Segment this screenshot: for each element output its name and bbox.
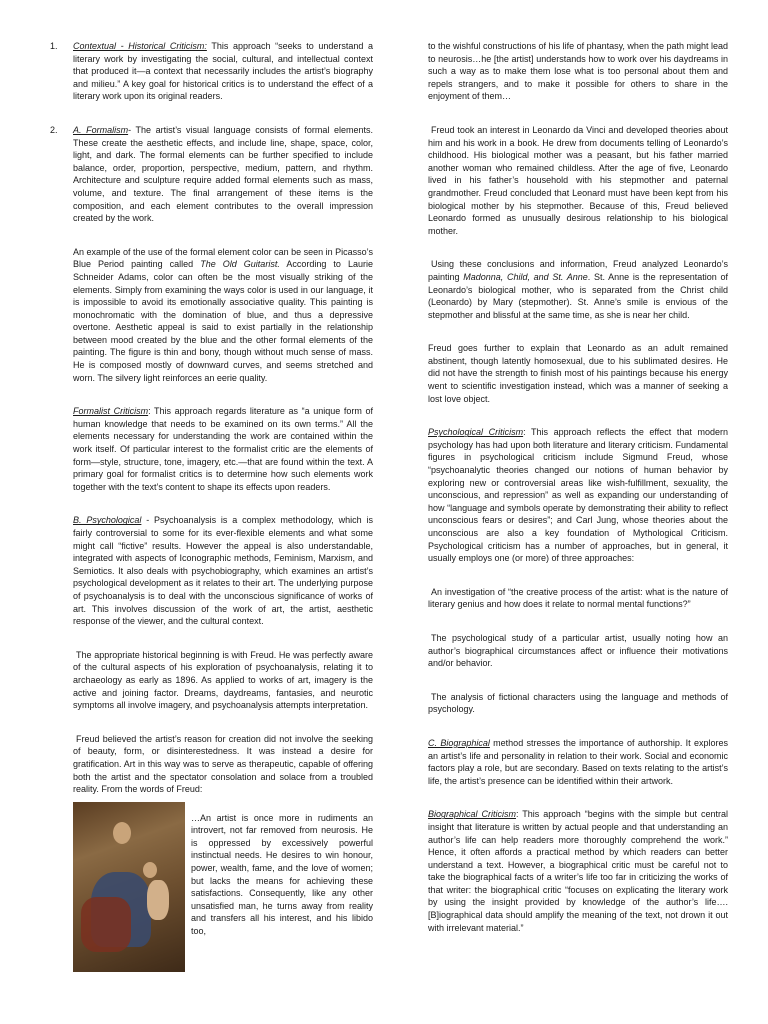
text: : This approach “begins with the simple but central insight that literature is written by actual people and that understanding an author’s life can help readers more thoroughly comprehend the work.” Hence, it often affords a practical method by which readers can better understand a text. However, a biographical critic must be careful not to take the biographical facts of a writer’s life too far in criticizing the works of that writer: the biographical critic “focuses on explicating the literary work by using the insight provided by knowledge of the author’s life…. [B]iographical data should amplify the meaning of the text, not drown it out with irrelevant material.” [428, 809, 728, 933]
text: According to Laurie Schneider Adams, color can often be the most visually striking of the elements. Simply from examining the ways color is used in our language, it is impossible to avoid its emotionally associative quality. This painting is monochromatic with the domination of blue, and thus a depressive overtone. Aesthetic appeal is said to exist partially in the relationship between mood created by the blue and the other formal elements of the painting. The figure is thin and bony, though without much sense of mass. He is composed mostly of downward curves, and seems stretched and worn. The silvery light reinforces an eerie quality. [73, 259, 373, 383]
heading-contextual: Contextual - Historical Criticism: [73, 41, 207, 51]
text: Using these conclusions and information, Freud analyzed Leonardo’s painting [428, 259, 728, 282]
text: - The artist’s visual language consists of formal elements. These create the aesthetic effects, and include line, shape, space, color, light, and dark. The formal elements can be further specified to include balance, order, proportion, perspective, medium, pattern, and rhythm. Architecture and sculpture require added formal elements such as mass, volume, and texture. The final arrangement of these items is the composition, and each element contributes to the overall impression created by the work. [73, 124, 373, 224]
text: . St. Anne is the representation of Leonardo’s biological mother, who is separated from the Christ child (Leonardo) by Mary (stepmother). St. Anne’s smile is envious of the stepmother and blissful at the same time, as she is near her child. [428, 271, 729, 320]
approach-one: An investigation of “the creative process of the artist: what is the nature of literary genius and how does it relate to normal mental functions?” [428, 586, 728, 610]
paragraph-conclusions [428, 258, 728, 321]
heading-biographical: C. Biographical [428, 737, 490, 748]
madonna-painting-image [73, 802, 185, 972]
paragraph-freud-beginning: The appropriate historical beginning is with Freud. He was perfectly aware of the cultural aspects of his exploration of psychoanalysis, relating it to archaeology as early as 1896. As applied to works of art, imagery is the active and joining factor. Dreams, daydreams, fantasies, and neurotic symptoms all involve imagery, and psychoanalysis attempts interpretation. [73, 649, 373, 711]
heading-psychological: B. Psychological [73, 515, 142, 526]
item-formalism [50, 124, 373, 225]
item-number: 1. [50, 41, 58, 51]
heading-biographical-criticism: Biographical Criticism [428, 809, 516, 820]
paragraph-freud-believed: Freud believed the artist’s reason for creation did not involve the seeking of beauty, form, or disinterestedness. It was instead a desire for gratification. Art in this way was to serve as therapeutic, capable of offering both the artist and the spectator consolation and solace from a troubled reality. From the words of Freud: [73, 733, 373, 795]
text: : This approach regards literature as “a unique form of human knowledge that needs to be examined on its own terms.” All the elements necessary for understanding the work are contained within the work itself. Of particular interest to the formalist critic are the elements of form—style, structure, tone, imagery, etc.—that are found within the text. A primary goal for formalist critics is to determine how such elements work together with the text’s content to shape its effects upon readers. [73, 406, 373, 492]
figure-with-quote [73, 802, 373, 972]
right-column [428, 40, 728, 955]
left-column [50, 40, 374, 972]
text: An example of the use of the formal element color can be seen in Picasso’s Blue Period painting called [73, 246, 374, 270]
painting-title: Madonna, Child, and St. Anne [463, 271, 588, 282]
text: : This approach reflects the effect that modern psychology has had upon both literature and literary criticism. Fundamental figures in psychological criticism include Sigmund Freud, whose “psychoanalytic theories changed our notions of human behavior by exploring new or controversial areas like wish-fulfillment, sexuality, the unconscious, and repression” as well as expanding our understanding of how “language and symbols operate by demonstrating their ability to reflect unconscious fears or desires”; and Carl Jung, whose theories about the unconscious are also a key foundation of Mythological Criticism. Psychological criticism has a number of approaches, but in general, it usually employs one (or more) of three approaches: [428, 427, 728, 564]
paragraph-psychological-criticism [428, 426, 728, 565]
paragraph-example [73, 246, 373, 385]
text: - Psychoanalysis is a complex methodology, which is fairly controversial to some for its ever-flexible elements and what some might call “fictive” results. However the appeal is also understandable, integrated with aspects of Iconographic methods, Feminism, Marxism, and Semiotics. It also deals with psychobiography, which examines an artist’s psychological development as it relates to their art. The underlying purpose of psychoanalysis is to deal with the unconscious significance of works of art. This involves discussion of the work of art, the artist, aesthetic response of the viewer, and the cultural context. [73, 515, 373, 627]
item-number: 2. [50, 124, 58, 135]
freud-quote: …An artist is once more in rudiments an introvert, not far removed from neurosis. He is oppressed by excessively powerful instinctual needs. He desires to win honour, power, wealth, fame, and the love of women; but lacks the means for achieving these satisfactions. Consequently, like any other unsatisfied man, he turns away from reality and transfers all his interest, and his libido too, [191, 812, 373, 937]
paragraph-formalist-criticism [73, 405, 373, 493]
paragraph-further: Freud goes further to explain that Leonardo as an adult remained abstinent, though latently homosexual, due to his sublimated desires. He did not have the strength to finish most of his paintings because his energy went to scientific investigation instead, which was a manner of seeking a lost love object. [428, 343, 728, 404]
heading-formalism: A. Formalism [73, 124, 129, 135]
painting-title: The Old Guitarist. [200, 259, 280, 270]
paragraph-biographical [428, 737, 728, 787]
text: method stresses the importance of authorship. It explores an artist’s life and personality in relation to their work. Social and economic factors play a role, but are secondary. Based on texts relating to the artist’s life, the artist’s presence can be identified within their artwork. [428, 737, 729, 786]
paragraph-biographical-criticism [428, 808, 728, 934]
heading-psychological-criticism: Psychological Criticism [428, 427, 524, 438]
heading-formalist-criticism: Formalist Criticism [73, 406, 149, 417]
paragraph-leonardo: Freud took an interest in Leonardo da Vinci and developed theories about him and his work in a book. He drew from documents telling of Leonardo’s childhood. His biological mother was a peasant, but his father married another woman who remained childless. After the age of five, Leonardo lived in his father’s household with his stepmother and paternal grandmother. Freud concluded that Leonard must have been kept from his biological mother by his stepmother. Because of this, Freud believed Leonardo formed as unusually desirous relationship to his biological mother. [428, 124, 728, 236]
paragraph-psychological [73, 514, 373, 627]
item-contextual [50, 40, 373, 103]
quote-continued: to the wishful constructions of his life of phantasy, when the path might lead to neurosis…he [the artist] understands how to work over his daydreams in such a way as to make them lose what is too personal about them and repels strangers, and to make it possible for others to share in the enjoyment of them… [428, 41, 729, 102]
text: This approach “seeks to understand a literary work by investigating the social, cultural, and intellectual context that produced it—a context that necessarily includes the artist’s biography and milieu.” A key goal for historical critics is to understand the effect of a literary work upon its original readers. [73, 41, 373, 102]
approach-three: The analysis of fictional characters using the language and methods of psychology. [428, 691, 728, 715]
approach-two: The psychological study of a particular artist, usually noting how an author’s biographical circumstances affect or influence their motivations and/or behavior. [428, 632, 728, 669]
